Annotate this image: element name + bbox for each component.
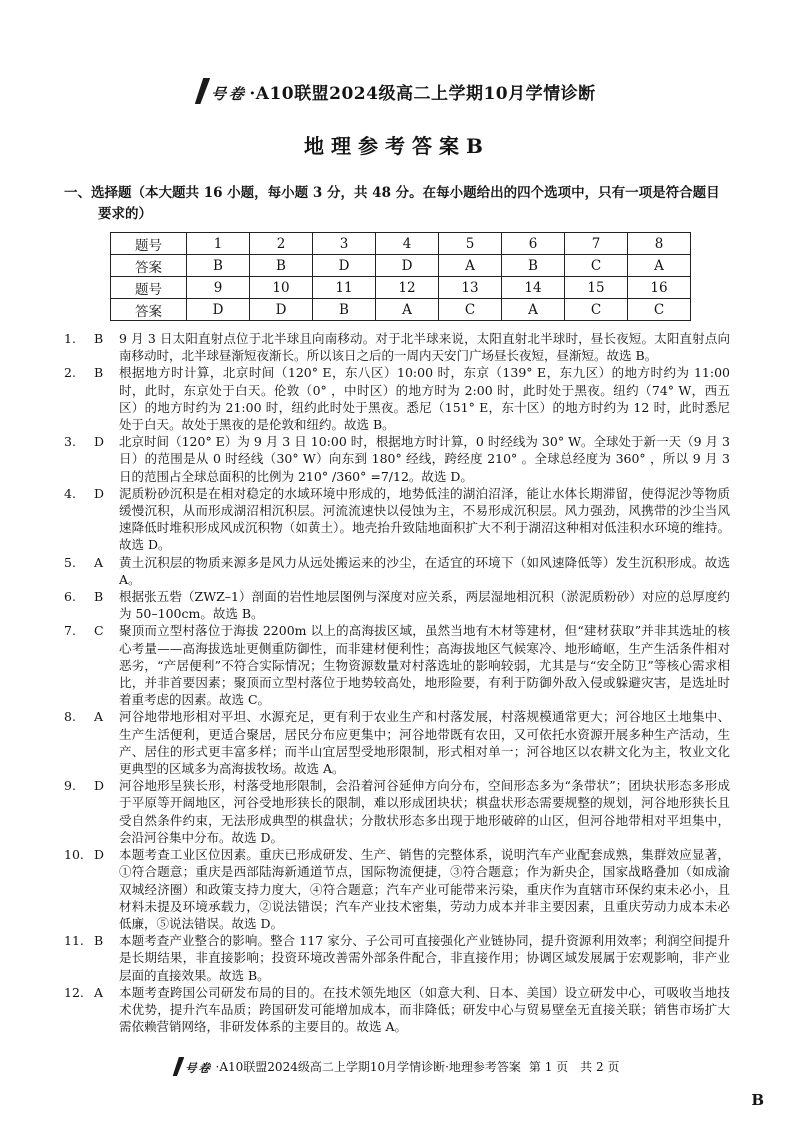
item-text: 河谷地形呈狭长形，村落受地形限制，会沿着河谷延伸方向分布，空间形态多为“条带状”；团块状形态多形成于平原等开阔地区，河谷受地形狭长的限制，难以形成团块状；棋盘状形态需要规整的规划，河谷地形狭长且受自然条件约束，无法形成典型的棋盘状；分散状形态多出现于地形破碎的山区，但河谷地带相对平坦集中，会沿河谷集中分布。故选 D。 xyxy=(119,778,730,845)
table-row xyxy=(111,277,691,299)
explanation-item xyxy=(64,622,730,708)
table-cell: 16 xyxy=(628,277,691,299)
item-text: 本题考查工业区位因素。重庆已形成研发、生产、销售的完整体系，说明汽车产业配套成熟，集群效应显著，①符合题意；重庆是西部陆海新通道节点，国际物流便捷，③符合题意；作为新央企，国家战略叠加（如成渝双城经济圈）和政策支持力度大，④符合题意；汽车产业可能带来污染，重庆作为直辖市环保约束未必小，且材料未提及环境承载力，②说法错误；汽车产业技术密集，劳动力成本并非主要因素，且重庆劳动力成本未必低廉，⑤说法错误。故选 D。 xyxy=(119,847,730,931)
table-row-label: 答案 xyxy=(111,299,187,321)
table-row xyxy=(111,299,691,321)
item-answer: B xyxy=(94,365,104,381)
item-answer: D xyxy=(94,847,105,863)
explanation-item xyxy=(64,777,730,846)
table-cell: A xyxy=(376,299,439,321)
footer-brand-logo xyxy=(175,1057,212,1076)
table-cell: 3 xyxy=(313,233,376,255)
explanation-item xyxy=(64,932,730,984)
table-cell: 4 xyxy=(376,233,439,255)
item-number: 11. xyxy=(64,933,84,949)
table-cell: 7 xyxy=(565,233,628,255)
table-cell: D xyxy=(187,299,250,321)
table-row xyxy=(111,233,691,255)
item-text: 本题考查跨国公司研发布局的目的。在技术领先地区（如意大利、日本、美国）设立研发中心，可吸收当地技术优势，提升汽车品质；跨国研发可能增加成本，而非降低；研发中心与贸易壁垒无直接关联；销售市场扩大需依赖营销网络，非研发体系的主要目的。故选 A。 xyxy=(119,984,730,1035)
table-cell: 13 xyxy=(439,277,502,299)
table-cell: 1 xyxy=(187,233,250,255)
table-row-label: 题号 xyxy=(111,233,187,255)
table-cell: 8 xyxy=(628,233,691,255)
item-number: 8. xyxy=(64,709,76,725)
item-number: 1. xyxy=(64,331,76,346)
table-cell: A xyxy=(628,255,691,277)
item-text: 泥质粉砂沉积是在相对稳定的水域环境中形成的，地势低洼的湖泊沼泽，能让水体长期滞留，使得泥沙等物质缓慢沉积，从而形成湖沼相沉积层。河流流速快以侵蚀为主，不易形成沉积层。风力强劲，风携带的沙尘当风速降低时堆积形成风成沉积物（如黄土）。地壳抬升致陆地面积扩大不利于湖沼这种相对低洼积水环境的维持。故选 D。 xyxy=(119,485,730,553)
table-cell: C xyxy=(565,299,628,321)
table-cell: 9 xyxy=(187,277,250,299)
item-answer: A xyxy=(94,984,104,1000)
page-number: 第 1 页 共 2 页 xyxy=(528,1060,620,1074)
logo-suffix: 号卷 xyxy=(210,85,249,103)
item-text: 聚顶而立型村落位于海拔 2200m 以上的高海拔区域，虽然当地有木材等建材，但“建材获取”并非其选址的核心考量——高海拔选址更侧重防御性，而非建材便利性；高海拔地区气候寒冷、地形崎岖，生产生活条件相对恶劣，“产居便利”不符合实际情况；生物资源数量对村落选址的影响较弱，尤其是与“安全防卫”等核心需求相比，并非首要因素；聚顶而立型村落位于地势较高处，地形险要，有利于防御外敌入侵或躲避灾害，是选址时着重考虑的因素。故选 C。 xyxy=(119,623,730,708)
table-row xyxy=(111,255,691,277)
answer-table xyxy=(110,232,691,321)
page-footer xyxy=(0,1057,794,1079)
explanation-item xyxy=(64,364,730,433)
table-cell: B xyxy=(502,255,565,277)
table-row-label: 题号 xyxy=(111,277,187,299)
item-text: 黄土沉积层的物质来源多是风力从远处搬运来的沙尘，在适宜的环境下（如风速降低等）发生沉积形成。故选 A。 xyxy=(119,554,730,587)
explanation-item xyxy=(64,708,730,777)
document-header xyxy=(64,78,730,108)
table-cell: 5 xyxy=(439,233,502,255)
table-cell: 12 xyxy=(376,277,439,299)
item-number: 7. xyxy=(64,623,76,639)
explanation-item xyxy=(64,846,730,932)
explanation-item xyxy=(64,330,730,364)
item-number: 3. xyxy=(64,434,76,450)
item-answer: B xyxy=(94,331,104,346)
table-cell: C xyxy=(439,299,502,321)
table-cell: A xyxy=(439,255,502,277)
item-number: 5. xyxy=(64,554,76,570)
table-cell: D xyxy=(250,299,313,321)
table-cell: B xyxy=(313,299,376,321)
footer-text: ·A10联盟2024级高二上学期10月学情诊断·地理参考答案 xyxy=(215,1060,521,1074)
table-cell: D xyxy=(313,255,376,277)
item-answer: D xyxy=(94,485,105,501)
item-number: 12. xyxy=(64,984,84,1000)
explanation-item xyxy=(64,485,730,554)
explanation-item xyxy=(64,588,730,622)
item-answer: D xyxy=(94,778,105,794)
table-cell: D xyxy=(376,255,439,277)
exam-name: ·A10联盟2024级高二上学期10月学情诊断 xyxy=(249,83,596,104)
logo-numeral-1-icon xyxy=(172,1057,184,1076)
table-cell: B xyxy=(187,255,250,277)
exam-brand-logo xyxy=(198,78,247,104)
item-answer: B xyxy=(94,589,104,605)
item-text: 河谷地带地形相对平坦、水源充足，更有利于农业生产和村落发展，村落规模通常更大；河谷地区土地集中、生产生活便利，更适合聚居，居民分布应更集中；河谷地带既有农田，又可依托水资源开展多种生产活动，生产、居住的形式更丰富多样；而半山宜居型受地形限制，形式相对单一；河谷地区以农耕文化为主，牧业文化更典型的区域多为高海拔牧场。故选 A。 xyxy=(119,709,730,777)
table-cell: C xyxy=(565,255,628,277)
explanation-item xyxy=(64,984,730,1036)
table-cell: B xyxy=(250,255,313,277)
table-cell: 11 xyxy=(313,277,376,299)
table-cell: 15 xyxy=(565,277,628,299)
item-answer: A xyxy=(94,709,104,725)
item-answer: C xyxy=(94,623,104,639)
table-cell: 10 xyxy=(250,277,313,299)
explanation-item xyxy=(64,554,730,588)
item-text: 本题考查产业整合的影响。整合 117 家分、子公司可直接强化产业链协同，提升资源利用效率；利润空间提升是长期结果，非直接影响；投资环境改善需外部条件配合，非直接作用；协调区域发展属于宏观影响，非产业层面的直接效果。故选 B。 xyxy=(119,933,730,983)
item-text: 9 月 3 日太阳直射点位于北半球且向南移动。对于北半球来说，太阳直射北半球时，昼长夜短。太阳直射点向南移动时，北半球昼渐短夜渐长。所以该日之后的一周内天安门广场昼长夜短，昼渐短。故选 B。 xyxy=(119,331,730,364)
item-number: 9. xyxy=(64,778,76,794)
item-number: 4. xyxy=(64,485,76,501)
item-number: 10. xyxy=(64,847,84,863)
explanation-item xyxy=(64,433,730,485)
item-number: 6. xyxy=(64,589,76,605)
item-answer: D xyxy=(94,434,105,450)
item-text: 北京时间（120° E）为 9 月 3 日 10:00 时，根据地方时计算，0 时经线为 30° W。全球处于新一天（9 月 3 日）的范围是从 0 时经线（30° W）向东到 180° 经线，跨经度 210° 。全球总经度为 360° ，所以 9 月 3 日的范围占全球总面积的比例为 210° /360° =7/12。故选 D。 xyxy=(119,434,730,484)
table-cell: 14 xyxy=(502,277,565,299)
table-row-label: 答案 xyxy=(111,255,187,277)
explanation-list xyxy=(64,330,730,1035)
item-number: 2. xyxy=(64,365,76,381)
table-cell: 6 xyxy=(502,233,565,255)
section-heading: 一、选择题（本大题共 16 小题，每小题 3 分，共 48 分。在每小题给出的四个选项中，只有一项是符合题目要求的） xyxy=(64,185,720,222)
page-title: 地理参考答案B xyxy=(304,134,490,158)
item-text: 根据地方时计算，北京时间（120° E，东八区）10:00 时，东京（139° E，东九区）的地方时约为 11:00 时，此时，东京处于白天。伦敦（0° ，中时区）的地方时为 2:00 时，此时处于黑夜。纽约（74° W，西五区）的地方时约为 21:00 时，纽约此时处于黑夜。悉尼（151° E，东十区）的地方时约为 12 时，此时悉尼处于白天。故处于黑夜的是伦敦和纽约。故选 B。 xyxy=(119,365,730,433)
table-cell: A xyxy=(502,299,565,321)
footer-logo-suffix: 号卷 xyxy=(183,1061,213,1075)
logo-numeral-1-icon xyxy=(195,78,210,104)
item-answer: B xyxy=(94,933,104,949)
page-corner-letter: B xyxy=(751,1091,764,1109)
table-cell: C xyxy=(628,299,691,321)
item-answer: A xyxy=(94,554,104,570)
item-text: 根据张五砦（ZWZ–1）剖面的岩性地层图例与深度对应关系，两层湿地相沉积（淤泥质粉砂）对应的总厚度约为 50–100cm。故选 B。 xyxy=(119,589,730,622)
table-cell: 2 xyxy=(250,233,313,255)
